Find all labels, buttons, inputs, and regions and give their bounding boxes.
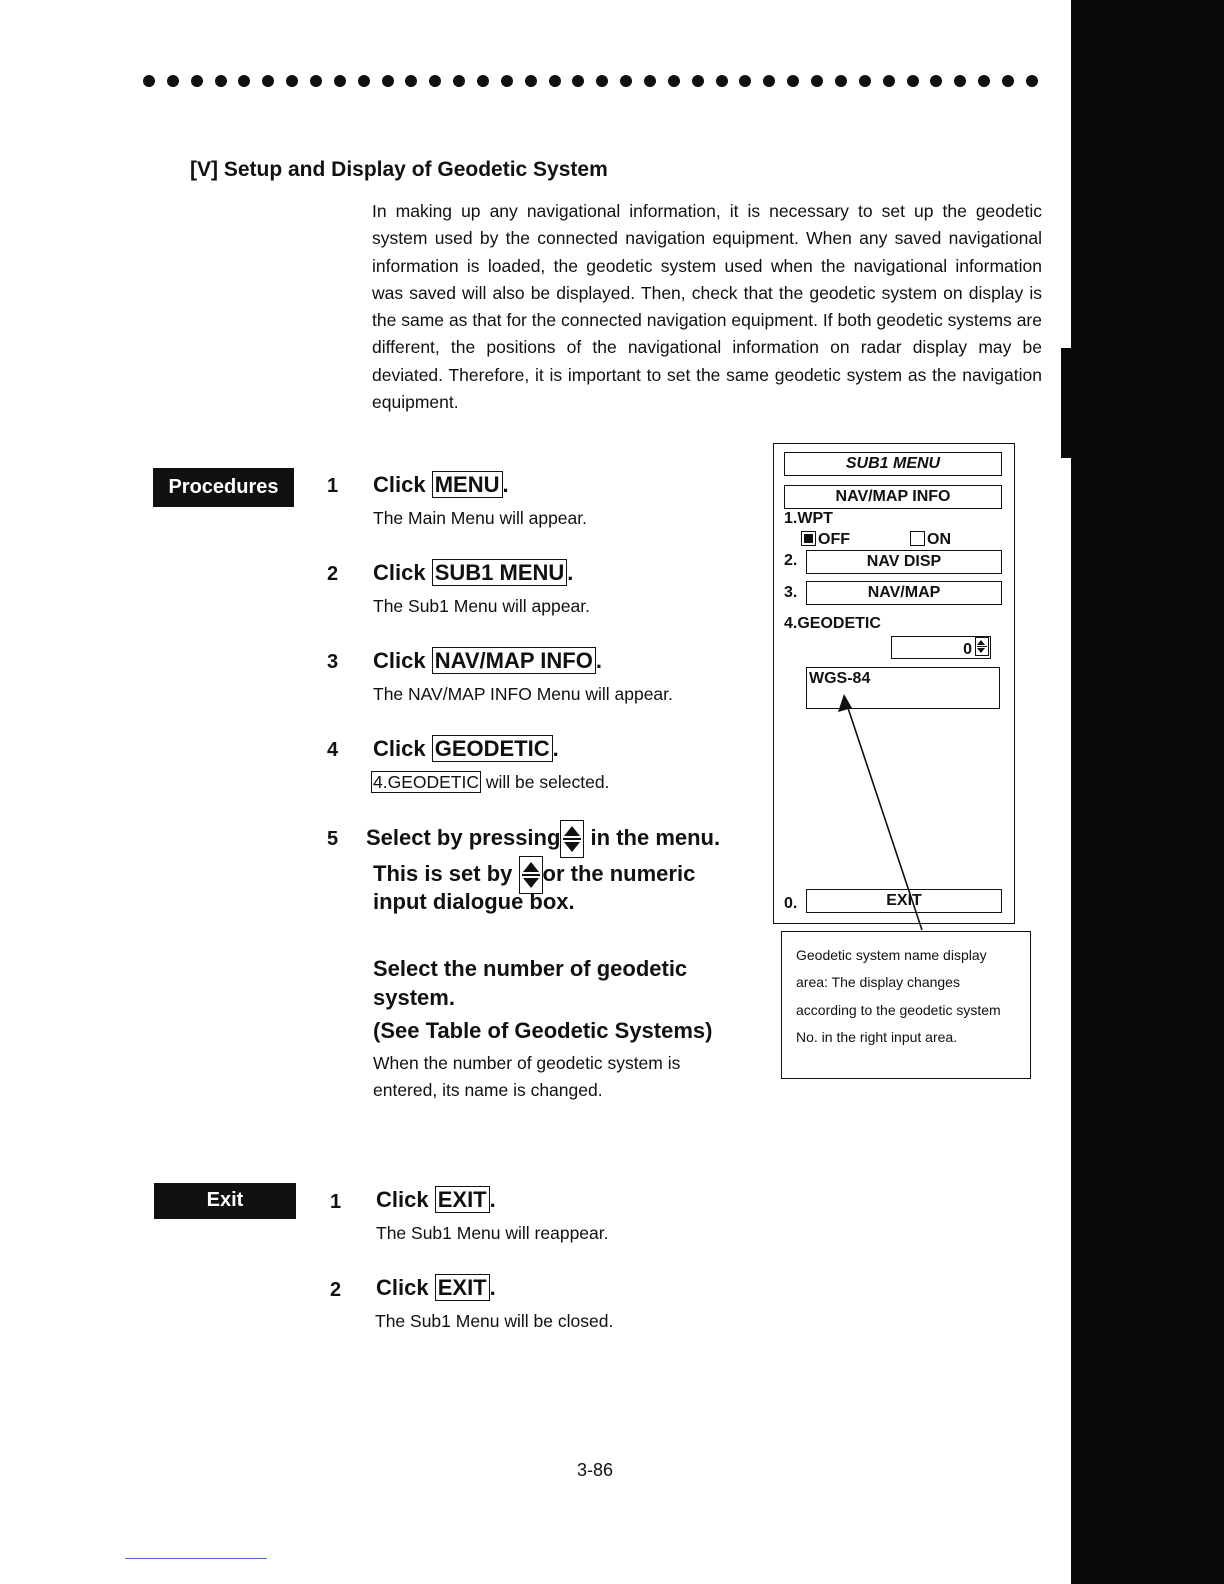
menu-key-button[interactable]: MENU [432, 471, 503, 498]
step-5-sub-3: (See Table of Geodetic Systems) [373, 1018, 713, 1043]
spin-updown-icon[interactable] [975, 637, 989, 656]
bullet-dot-icon [501, 75, 513, 87]
step-2-desc: The Sub1 Menu will appear. [373, 596, 590, 616]
bullet-dot-icon [405, 75, 417, 87]
nav-disp-button[interactable]: NAV DISP [806, 550, 1002, 574]
exit-step-1-prefix: Click [376, 1187, 429, 1212]
bullet-dot-icon [191, 75, 203, 87]
bullet-dot-icon [358, 75, 370, 87]
step-1-desc: The Main Menu will appear. [373, 508, 587, 528]
item-2-number: 2. [784, 552, 798, 569]
exit-step-1-heading [376, 1187, 496, 1213]
step-4-desc [371, 772, 609, 793]
bullet-dot-icon [286, 75, 298, 87]
step-5-line-2-a: This is set by [373, 861, 513, 886]
bullet-dot-icon [954, 75, 966, 87]
step-5-desc-1: When the number of geodetic system is [373, 1053, 681, 1073]
bottom-rule [125, 1558, 267, 1559]
bullet-dot-icon [1026, 75, 1038, 87]
spin-updown-icon[interactable] [560, 820, 584, 858]
step-1-heading [373, 472, 509, 498]
bullet-dot-icon [739, 75, 751, 87]
item-3-number: 3. [784, 584, 798, 601]
geodetic-key-button[interactable]: GEODETIC [432, 735, 553, 762]
sub1-menu-key-button[interactable]: SUB1 MENU [432, 559, 568, 586]
step-3-prefix: Click [373, 648, 426, 673]
nav-map-button[interactable]: NAV/MAP [806, 581, 1002, 605]
step-4-prefix: Click [373, 736, 426, 761]
step-5-line-3: input dialogue box. [373, 889, 575, 914]
step-3-heading [373, 648, 602, 674]
bullet-dot-icon [907, 75, 919, 87]
bullet-dot-icon [143, 75, 155, 87]
bullet-dot-icon [620, 75, 632, 87]
step-2-prefix: Click [373, 560, 426, 585]
exit-step-2-suffix: . [489, 1275, 496, 1300]
bullet-dot-icon [978, 75, 990, 87]
step-2-number: 2 [327, 563, 339, 585]
menu-exit-button[interactable]: EXIT [806, 889, 1002, 913]
exit-step-2-number: 2 [330, 1279, 342, 1301]
wpt-on-option[interactable]: ON [910, 531, 951, 549]
bullet-dot-icon [549, 75, 561, 87]
page-tab-marker [1061, 348, 1073, 458]
step-5-desc-2: entered, its name is changed. [373, 1080, 603, 1100]
step-2-heading [373, 560, 573, 586]
exit-step-1-suffix: . [489, 1187, 496, 1212]
step-5-line-1-b: in the menu. [590, 825, 721, 850]
procedures-label: Procedures [153, 468, 294, 507]
bullet-dot-icon [310, 75, 322, 87]
nav-map-info-key-button[interactable]: NAV/MAP INFO [432, 647, 596, 674]
bullet-dot-icon [477, 75, 489, 87]
section-title: [V] Setup and Display of Geodetic System [190, 158, 608, 181]
bullet-dot-icon [644, 75, 656, 87]
bullet-dot-icon [453, 75, 465, 87]
panel-title: SUB1 MENU [784, 452, 1002, 476]
bullet-dot-icon [238, 75, 250, 87]
pointer-arrow-icon [830, 690, 930, 930]
bullet-dot-icon [811, 75, 823, 87]
bullet-dot-icon [716, 75, 728, 87]
exit-step-2-heading [376, 1275, 496, 1301]
bullet-dot-icon [930, 75, 942, 87]
bullet-dot-icon [334, 75, 346, 87]
callout-note: Geodetic system name display area: The display changes according to the geodetic system No. in the right input area. [781, 931, 1031, 1079]
bullet-dot-icon [215, 75, 227, 87]
step-1-number: 1 [327, 475, 339, 497]
exit-key-button[interactable]: EXIT [435, 1186, 490, 1213]
page-edge-bar [1071, 0, 1224, 1584]
bullet-dot-icon [1002, 75, 1014, 87]
bullet-dot-icon [859, 75, 871, 87]
checkbox-checked-icon [801, 531, 816, 546]
step-4-desc-text: will be selected. [485, 772, 610, 792]
panel-subtitle: NAV/MAP INFO [784, 485, 1002, 509]
bullet-dot-icon [835, 75, 847, 87]
intro-paragraph: In making up any navigational information, it is necessary to set up the geodetic system used by the connected navigation equipment. When any saved navigational information is loaded, the geodetic system used when the navigational information was saved will also be displayed. Then, check that the geodetic system on display is the same as that for the connected navigation equipment. If both geodetic systems are different, the positions of the navigational information on radar display may be deviated. Therefore, it is important to set the same geodetic system as the navigation equipment. [372, 201, 1042, 413]
step-4-number: 4 [327, 739, 339, 761]
bullet-dot-icon [572, 75, 584, 87]
bullet-dot-icon [883, 75, 895, 87]
wpt-label: 1.WPT [784, 510, 833, 527]
step-5-number: 5 [327, 828, 339, 850]
exit-number: 0. [784, 895, 798, 912]
step-5-sub-1: Select the number of geodetic [373, 956, 688, 981]
geodetic-name-display: WGS-84 [806, 667, 1000, 709]
step-5-line-2-b: or the numeric [542, 861, 696, 886]
exit-step-2-desc: The Sub1 Menu will be closed. [375, 1311, 614, 1331]
bullet-dot-icon [692, 75, 704, 87]
geodetic-label: 4.GEODETIC [784, 615, 881, 632]
page-number: 3-86 [577, 1460, 614, 1480]
step-2-suffix: . [567, 560, 574, 585]
wpt-off-option[interactable]: OFF [801, 531, 850, 549]
step-3-number: 3 [327, 651, 339, 673]
bullet-dot-icon [763, 75, 775, 87]
exit-step-1-desc: The Sub1 Menu will reappear. [376, 1223, 609, 1243]
exit-step-2-prefix: Click [376, 1275, 429, 1300]
geodetic-item-ref: 4.GEODETIC [373, 772, 479, 792]
step-1-prefix: Click [373, 472, 426, 497]
bullet-dot-icon [525, 75, 537, 87]
bullet-dot-icon [382, 75, 394, 87]
bullet-dot-icon [668, 75, 680, 87]
exit-label: Exit [154, 1183, 296, 1219]
step-5-line-1 [366, 818, 720, 858]
step-5-sub-2: system. [373, 985, 455, 1010]
bullet-dot-icon [262, 75, 274, 87]
exit-step-1-number: 1 [330, 1191, 342, 1213]
geodetic-number-input[interactable]: 0 [891, 636, 991, 659]
bullet-dot-icon [167, 75, 179, 87]
step-5-line-1-a: Select by pressing [366, 825, 561, 850]
bullet-dot-icon [596, 75, 608, 87]
step-3-desc: The NAV/MAP INFO Menu will appear. [373, 684, 673, 704]
checkbox-unchecked-icon [910, 531, 925, 546]
step-4-suffix: . [552, 736, 559, 761]
bullet-dot-icon [787, 75, 799, 87]
exit-key-button[interactable]: EXIT [435, 1274, 490, 1301]
dot-divider [143, 66, 1038, 96]
step-1-suffix: . [502, 472, 509, 497]
bullet-dot-icon [429, 75, 441, 87]
step-3-suffix: . [595, 648, 602, 673]
step-4-heading [373, 736, 559, 762]
